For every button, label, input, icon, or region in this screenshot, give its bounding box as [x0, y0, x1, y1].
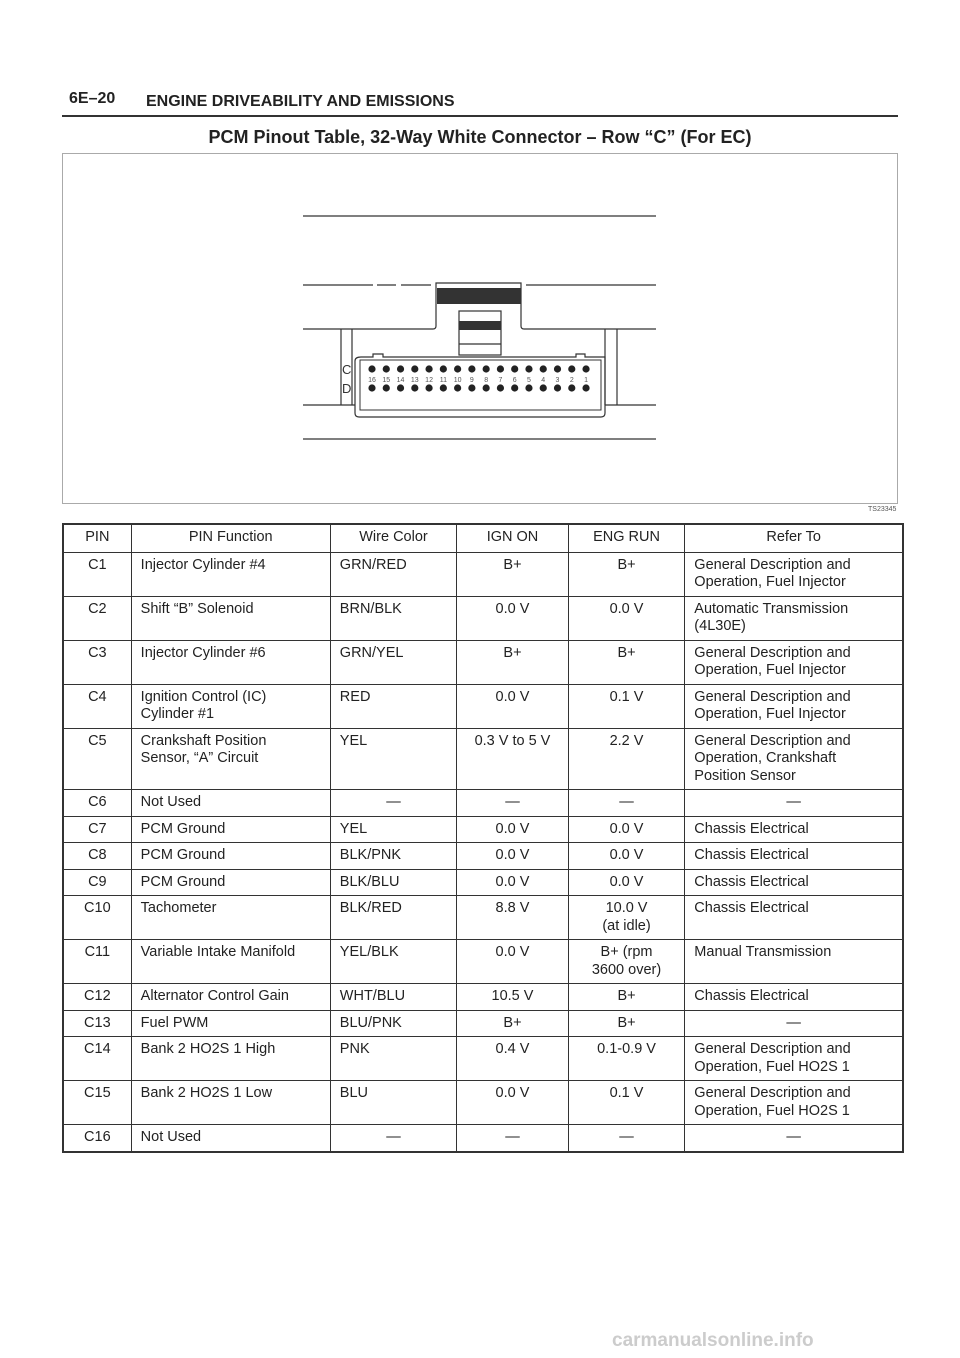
column-header: Wire Color — [330, 524, 456, 552]
pin-number: 14 — [396, 377, 405, 384]
pin-d-10 — [454, 384, 461, 391]
wire-color-cell: YEL/BLK — [330, 940, 456, 984]
column-header: IGN ON — [457, 524, 569, 552]
refer-to-cell: Chassis Electrical — [685, 843, 903, 870]
wire-color-cell: BRN/BLK — [330, 596, 456, 640]
refer-to-cell: Chassis Electrical — [685, 896, 903, 940]
eng-run-cell: B+ — [568, 640, 685, 684]
pin-number: 3 — [555, 377, 560, 384]
wire-color-cell: WHT/BLU — [330, 984, 456, 1011]
ign-on-cell: 0.4 V — [457, 1037, 569, 1081]
pin-c-16 — [368, 365, 375, 372]
pin-c-14 — [397, 365, 404, 372]
pin-d-15 — [383, 384, 390, 391]
table-row — [63, 940, 903, 984]
pin-d-12 — [425, 384, 432, 391]
column-header: PIN Function — [131, 524, 330, 552]
table-row — [63, 790, 903, 817]
function-cell: Variable Intake Manifold — [131, 940, 330, 984]
table-row — [63, 684, 903, 728]
pin-number: 9 — [469, 377, 474, 384]
wire-color-cell: BLK/RED — [330, 896, 456, 940]
section-title: ENGINE DRIVEABILITY AND EMISSIONS — [146, 93, 455, 110]
pin-c-5 — [525, 365, 532, 372]
function-cell: Injector Cylinder #4 — [131, 552, 330, 596]
pin-cell: C13 — [63, 1010, 131, 1037]
ign-on-cell: — — [457, 790, 569, 817]
pin-c-3 — [554, 365, 561, 372]
pin-cell: C1 — [63, 552, 131, 596]
pin-d-6 — [511, 384, 518, 391]
function-cell: PCM Ground — [131, 869, 330, 896]
pin-cell: C6 — [63, 790, 131, 817]
pin-c-9 — [468, 365, 475, 372]
eng-run-cell: — — [568, 1125, 685, 1152]
function-cell: Not Used — [131, 1125, 330, 1152]
pin-d-11 — [440, 384, 447, 391]
pin-number: 2 — [569, 377, 574, 384]
eng-run-cell: 0.0 V — [568, 843, 685, 870]
ign-on-cell: — — [457, 1125, 569, 1152]
pinout-table — [62, 523, 904, 1153]
wire-color-cell: YEL — [330, 816, 456, 843]
refer-to-cell: General Description and Operation, Crankshaft Position Sensor — [685, 728, 903, 790]
ign-on-cell: 0.0 V — [457, 940, 569, 984]
wire-color-cell: PNK — [330, 1037, 456, 1081]
figure-id: TS23345 — [868, 506, 897, 513]
pin-cell: C5 — [63, 728, 131, 790]
ign-on-cell: B+ — [457, 1010, 569, 1037]
table-row — [63, 1010, 903, 1037]
pin-cell: C3 — [63, 640, 131, 684]
refer-to-cell: General Description and Operation, Fuel Injector — [685, 684, 903, 728]
table-row — [63, 816, 903, 843]
pin-number: 11 — [439, 377, 447, 384]
pin-cell: C4 — [63, 684, 131, 728]
eng-run-cell: 0.0 V — [568, 816, 685, 843]
function-cell: Fuel PWM — [131, 1010, 330, 1037]
pin-number: 7 — [498, 377, 503, 384]
pin-c-12 — [425, 365, 432, 372]
wire-color-cell: BLU — [330, 1081, 456, 1125]
section-number: 6E–20 — [69, 90, 116, 107]
function-cell: Alternator Control Gain — [131, 984, 330, 1011]
wire-color-cell: GRN/YEL — [330, 640, 456, 684]
wire-color-cell: BLK/PNK — [330, 843, 456, 870]
function-cell: Not Used — [131, 790, 330, 817]
wire-color-cell: GRN/RED — [330, 552, 456, 596]
ign-on-cell: 10.5 V — [457, 984, 569, 1011]
pin-number: 8 — [484, 377, 489, 384]
table-row — [63, 843, 903, 870]
pin-d-16 — [368, 384, 375, 391]
pin-number: 10 — [453, 377, 462, 384]
pin-d-3 — [554, 384, 561, 391]
refer-to-cell: — — [685, 1010, 903, 1037]
pin-c-11 — [440, 365, 447, 372]
eng-run-cell: 0.1 V — [568, 1081, 685, 1125]
connector-figure — [62, 153, 898, 504]
refer-to-cell: General Description and Operation, Fuel HO2S 1 — [685, 1037, 903, 1081]
pin-c-7 — [497, 365, 504, 372]
table-row — [63, 984, 903, 1011]
refer-to-cell: Manual Transmission — [685, 940, 903, 984]
wire-color-cell: RED — [330, 684, 456, 728]
pin-number: 12 — [425, 377, 433, 384]
page-title: PCM Pinout Table, 32-Way White Connector – Row “C” (For EC) — [208, 127, 752, 147]
pin-c-10 — [454, 365, 461, 372]
eng-run-cell: 0.0 V — [568, 869, 685, 896]
table-header-row — [63, 524, 903, 552]
pin-c-8 — [483, 365, 490, 372]
table-row — [63, 1081, 903, 1125]
ign-on-cell: 0.0 V — [457, 816, 569, 843]
pin-number: 1 — [584, 377, 589, 384]
pin-d-5 — [525, 384, 532, 391]
eng-run-cell: — — [568, 790, 685, 817]
refer-to-cell: Automatic Transmission (4L30E) — [685, 596, 903, 640]
table-row — [63, 728, 903, 790]
pin-c-1 — [582, 365, 589, 372]
pin-number: 13 — [410, 377, 419, 384]
watermark: carmanualsonline.info — [612, 1330, 814, 1351]
pin-d-8 — [483, 384, 490, 391]
function-cell: Bank 2 HO2S 1 High — [131, 1037, 330, 1081]
pin-cell: C7 — [63, 816, 131, 843]
table-row — [63, 1125, 903, 1152]
header-rule — [62, 115, 898, 117]
wire-color-cell: BLK/BLU — [330, 869, 456, 896]
pin-c-6 — [511, 365, 518, 372]
pin-number: 5 — [527, 377, 531, 384]
pin-cell: C15 — [63, 1081, 131, 1125]
refer-to-cell: General Description and Operation, Fuel Injector — [685, 640, 903, 684]
table-row — [63, 1037, 903, 1081]
pin-d-2 — [568, 384, 575, 391]
eng-run-cell: 2.2 V — [568, 728, 685, 790]
refer-to-cell: Chassis Electrical — [685, 869, 903, 896]
wire-color-cell: YEL — [330, 728, 456, 790]
eng-run-cell: 0.1-0.9 V — [568, 1037, 685, 1081]
row-label: C — [342, 362, 352, 377]
ign-on-cell: B+ — [457, 552, 569, 596]
table-row — [63, 869, 903, 896]
wire-color-cell: BLU/PNK — [330, 1010, 456, 1037]
pin-cell: C11 — [63, 940, 131, 984]
column-header: ENG RUN — [568, 524, 685, 552]
eng-run-cell: 0.0 V — [568, 596, 685, 640]
pin-cell: C9 — [63, 869, 131, 896]
ign-on-cell: 0.0 V — [457, 596, 569, 640]
refer-to-cell: Chassis Electrical — [685, 984, 903, 1011]
pin-c-13 — [411, 365, 418, 372]
function-cell: PCM Ground — [131, 843, 330, 870]
eng-run-cell: 0.1 V — [568, 684, 685, 728]
ign-on-cell: 0.3 V to 5 V — [457, 728, 569, 790]
ign-on-cell: B+ — [457, 640, 569, 684]
table-row — [63, 552, 903, 596]
eng-run-cell: B+ — [568, 1010, 685, 1037]
ign-on-cell: 0.0 V — [457, 1081, 569, 1125]
pin-number: 4 — [541, 377, 546, 384]
pin-cell: C12 — [63, 984, 131, 1011]
refer-to-cell: — — [685, 1125, 903, 1152]
pin-c-4 — [540, 365, 547, 372]
refer-to-cell: — — [685, 790, 903, 817]
pin-cell: C8 — [63, 843, 131, 870]
pin-cell: C16 — [63, 1125, 131, 1152]
pin-number: 15 — [382, 377, 391, 384]
eng-run-cell: 10.0 V (at idle) — [568, 896, 685, 940]
pin-c-15 — [383, 365, 390, 372]
refer-to-cell: Chassis Electrical — [685, 816, 903, 843]
function-cell: Injector Cylinder #6 — [131, 640, 330, 684]
eng-run-cell: B+ — [568, 552, 685, 596]
function-cell: PCM Ground — [131, 816, 330, 843]
pin-cell: C10 — [63, 896, 131, 940]
table-row — [63, 640, 903, 684]
function-cell: Ignition Control (IC) Cylinder #1 — [131, 684, 330, 728]
function-cell: Tachometer — [131, 896, 330, 940]
pin-d-13 — [411, 384, 418, 391]
pin-d-4 — [540, 384, 547, 391]
refer-to-cell: General Description and Operation, Fuel HO2S 1 — [685, 1081, 903, 1125]
column-header: Refer To — [685, 524, 903, 552]
refer-to-cell: General Description and Operation, Fuel Injector — [685, 552, 903, 596]
row-label: D — [342, 381, 352, 396]
function-cell: Bank 2 HO2S 1 Low — [131, 1081, 330, 1125]
pin-number: 16 — [368, 377, 376, 384]
eng-run-cell: B+ (rpm 3600 over) — [568, 940, 685, 984]
table-row — [63, 596, 903, 640]
ign-on-cell: 0.0 V — [457, 869, 569, 896]
connector-diagram — [63, 154, 897, 503]
pin-d-9 — [468, 384, 475, 391]
pin-number: 6 — [512, 377, 517, 384]
function-cell: Shift “B” Solenoid — [131, 596, 330, 640]
ign-on-cell: 8.8 V — [457, 896, 569, 940]
function-cell: Crankshaft Position Sensor, “A” Circuit — [131, 728, 330, 790]
wire-color-cell: — — [330, 790, 456, 817]
wire-color-cell: — — [330, 1125, 456, 1152]
pin-cell: C14 — [63, 1037, 131, 1081]
pin-cell: C2 — [63, 596, 131, 640]
column-header: PIN — [63, 524, 131, 552]
eng-run-cell: B+ — [568, 984, 685, 1011]
ign-on-cell: 0.0 V — [457, 684, 569, 728]
pin-d-7 — [497, 384, 504, 391]
pin-d-1 — [582, 384, 589, 391]
ign-on-cell: 0.0 V — [457, 843, 569, 870]
pin-d-14 — [397, 384, 404, 391]
pin-c-2 — [568, 365, 575, 372]
table-row — [63, 896, 903, 940]
